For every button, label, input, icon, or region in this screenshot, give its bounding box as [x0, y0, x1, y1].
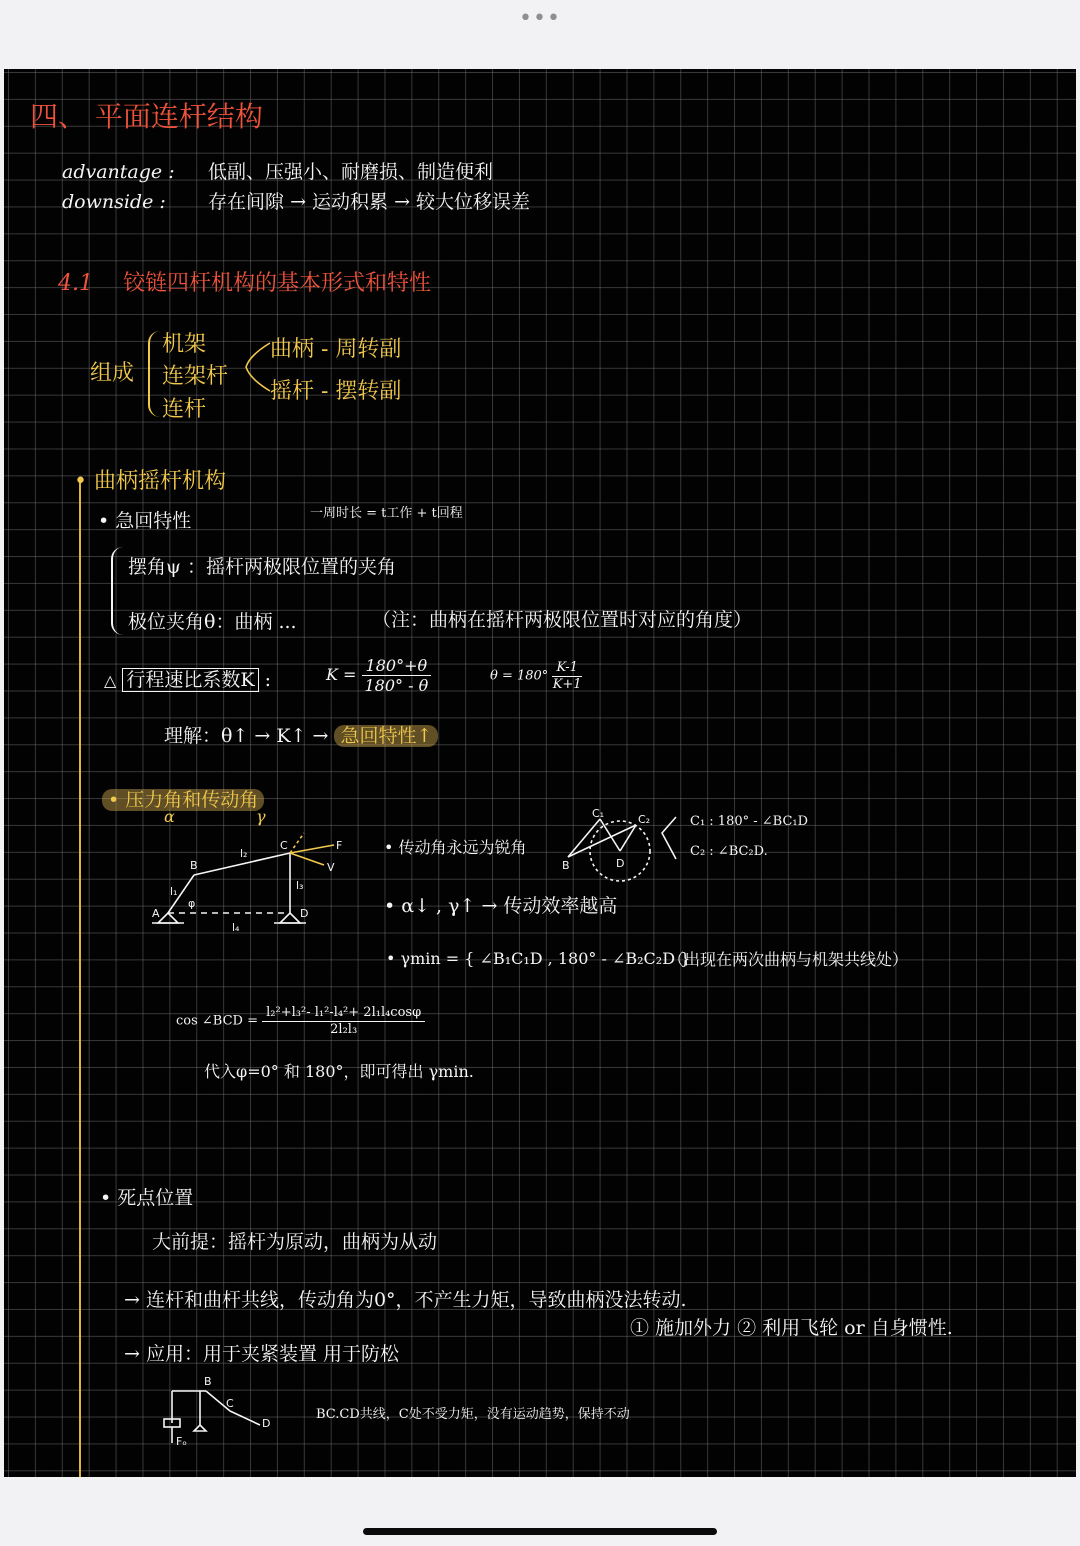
c1-label: C₁ [592, 807, 605, 820]
l1-label: l₁ [170, 885, 178, 898]
k-definition [104, 665, 271, 692]
note-page [4, 69, 1076, 1477]
clamp-note: BC.CD共线，C处不受力矩，没有运动趋势，保持不动 [316, 1407, 630, 1422]
theta-formula [490, 660, 582, 692]
ground-d [280, 913, 300, 923]
outline-guide-line [79, 479, 81, 1477]
colon: : [264, 669, 272, 691]
composition-label: 组成 [90, 361, 135, 386]
theta-fraction [552, 660, 581, 692]
k-formula [326, 656, 431, 695]
theta-denominator: K+1 [552, 676, 582, 692]
link-cd [230, 1411, 260, 1425]
split-arrow [658, 813, 682, 863]
link-c1d [600, 819, 620, 851]
k-label: 行程速比系数K [122, 668, 258, 692]
four-bar-diagram [144, 827, 354, 937]
velocity-label: V [327, 861, 335, 874]
composition-part: 机架 [162, 332, 207, 357]
period-note: 一周时长 = t工作 + t回程 [310, 506, 463, 521]
bullet-efficiency [384, 891, 617, 918]
l2-label: l₂ [240, 847, 248, 860]
composition-part: 连杆 [162, 397, 207, 422]
theta-lhs: θ = 180° [490, 668, 549, 684]
k-numerator: 180°+θ [362, 656, 432, 676]
phi-label: φ [188, 897, 196, 910]
pressure-title: • 压力角和传动角 [102, 789, 264, 811]
b-label: B [562, 859, 570, 872]
quick-return-heading [98, 506, 191, 533]
d-label: D [616, 857, 625, 870]
downside-label: downside : [62, 191, 166, 213]
ground-a [158, 913, 178, 923]
link-crank: 曲柄 - 周转副 [270, 337, 402, 362]
section-heading [58, 266, 431, 297]
bullet-acute-text: 传动角永远为锐角 [398, 838, 527, 857]
dead-point-premise: 大前提：摇杆为原动，曲柄为从动 [152, 1231, 438, 1253]
composition-part: 连架杆 [162, 364, 229, 389]
advantage-text: 低副、压强小、耐磨损、制造便利 [208, 161, 494, 183]
crank-rocker-title: 曲柄摇杆机构 [93, 469, 226, 494]
dead-point-heading [100, 1183, 193, 1210]
bullet-dot: • [386, 949, 396, 968]
cos-denominator: 2l₂l₃ [330, 1021, 358, 1037]
bullet-gamma-min [386, 949, 690, 968]
advantage-row [62, 157, 493, 184]
home-indicator[interactable] [363, 1528, 717, 1535]
triangle-marker: △ [104, 671, 117, 690]
bullet-dot: • [98, 510, 110, 532]
clamp-ground [194, 1425, 206, 1431]
gamma-min-note: （出现在两次曲柄与机架共线处） [668, 950, 909, 969]
clamp-d-label: D [262, 1417, 271, 1430]
dead-point-title: 死点位置 [117, 1187, 194, 1209]
bullet-dot: • [74, 469, 87, 494]
understanding-row [164, 721, 438, 748]
force-label: F [336, 839, 343, 852]
chapter-number: 四、 [30, 100, 87, 133]
pressure-heading [102, 785, 264, 812]
c1-formula: C₁ : 180° - ∠BC₁D [690, 814, 809, 829]
dead-point-remedy: ① 施加外力 ② 利用飞轮 or 自身惯性. [630, 1317, 953, 1339]
c2-formula: C₂ : ∠BC₂D. [690, 844, 768, 859]
clamp-c-label: C [226, 1397, 234, 1410]
substitute-note: 代入φ=0° 和 180°，即可得出 γmin. [204, 1062, 474, 1081]
angle-bracket [111, 547, 123, 635]
alpha-label: α [164, 807, 175, 826]
dead-point-application: → 应用：用于夹紧装置 用于防松 [124, 1343, 399, 1365]
cos-lhs: cos ∠BCD = [176, 1013, 258, 1029]
theta-numerator: K-1 [552, 660, 581, 677]
k-fraction [362, 656, 432, 695]
point-c-label: C [280, 839, 288, 852]
gamma-min-formula: γmin = { ∠B₁C₁D , 180° - ∠B₂C₂D } [400, 949, 691, 968]
k-denominator: 180° - θ [364, 676, 429, 696]
window-dots[interactable]: ••• [519, 6, 561, 31]
clamp-diagram [160, 1373, 280, 1449]
limit-angle-def: 极位夹角θ：曲柄 ... [128, 611, 297, 633]
bullet-dot: • [100, 1187, 112, 1209]
limit-angle-note: （注：曲柄在摇杆两极限位置时对应的角度） [372, 609, 753, 631]
chapter-heading [30, 95, 263, 135]
bullet-acute [384, 835, 527, 858]
quick-return-title: 急回特性 [115, 510, 192, 532]
bullet-dot: • [384, 838, 394, 857]
gamma-ray [290, 833, 304, 853]
dead-point-consequence: → 连杆和曲杆共线，传动角为0°，不产生力矩，导致曲柄没法转动. [124, 1289, 687, 1311]
downside-row [62, 187, 530, 214]
gamma-label: γ [256, 807, 266, 826]
point-a-label: A [152, 907, 160, 920]
link-rocker: 摇杆 - 摆转副 [270, 379, 402, 404]
understanding-highlight: 急回特性↑ [334, 725, 438, 747]
clamp-b-label: B [204, 1375, 212, 1388]
advantage-label: advantage : [62, 161, 175, 183]
l3-label: l₃ [296, 879, 304, 892]
force-f [290, 845, 334, 853]
point-d-label: D [300, 907, 309, 920]
chapter-title: 平面连杆结构 [94, 100, 263, 133]
crank-rocker-heading [74, 464, 226, 495]
pressure-title-text: 压力角和传动角 [125, 789, 259, 811]
understanding-text: 理解：θ↑ → K↑ → [164, 725, 335, 747]
l4-label: l₄ [232, 921, 240, 934]
bullet-dot: • [384, 895, 396, 917]
link-bc1 [568, 819, 600, 857]
point-b-label: B [190, 859, 198, 872]
clamp-force-label: Fₒ [176, 1435, 187, 1448]
k-lhs: K = [326, 665, 357, 685]
bullet-efficiency-text: α↓ , γ↑ → 传动效率越高 [401, 895, 618, 917]
swing-angle-def: 摆角ψ ：摇杆两极限位置的夹角 [128, 556, 396, 578]
downside-text: 存在间隙 → 运动积累 → 较大位移误差 [208, 191, 531, 213]
composition-bracket [148, 331, 160, 417]
cos-fraction [262, 1005, 425, 1037]
velocity-v [290, 853, 324, 865]
cos-numerator: l₂²+l₃²- l₁²-l₄²+ 2l₁l₄cosφ [262, 1005, 425, 1022]
cos-formula [176, 1005, 425, 1037]
c2-label: C₂ [638, 813, 651, 826]
section-number: 4.1 [58, 271, 93, 296]
section-title: 铰链四杆机构的基本形式和特性 [123, 271, 432, 296]
